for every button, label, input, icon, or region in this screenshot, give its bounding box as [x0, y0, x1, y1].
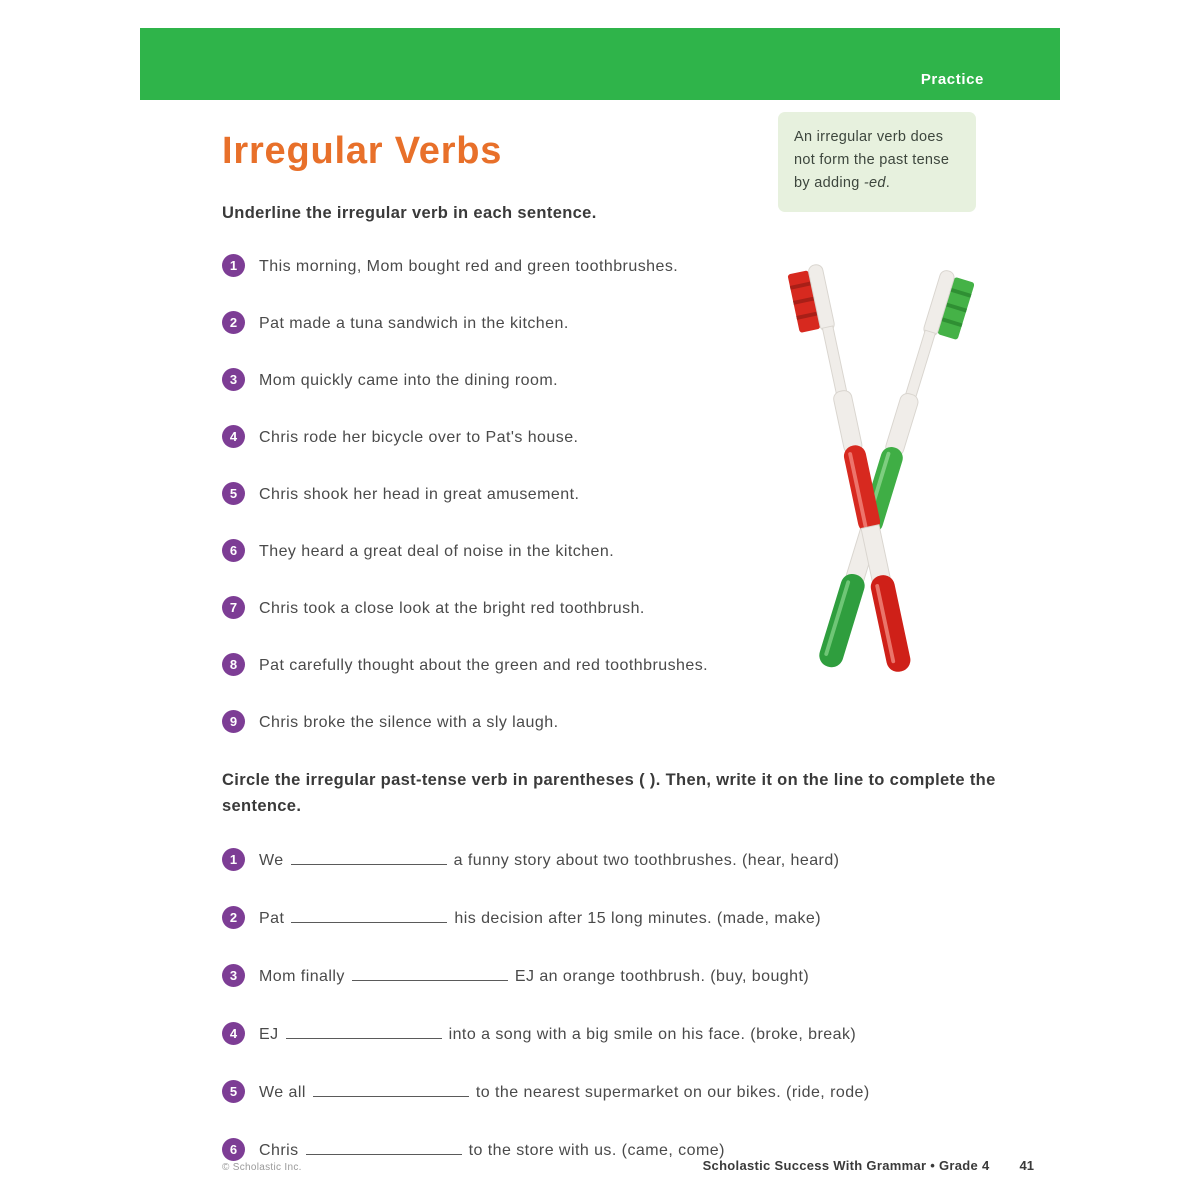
- copyright-text: © Scholastic Inc.: [222, 1162, 302, 1173]
- item-number-badge: 4: [222, 425, 245, 448]
- answer-blank: [352, 966, 508, 981]
- list-item: [222, 710, 782, 735]
- item-number-badge: 1: [222, 848, 245, 871]
- worksheet-content: [140, 0, 1060, 1163]
- sentence-text: Pat made a tuna sandwich in the kitchen.: [259, 315, 569, 333]
- sentence-start: Chris: [259, 1141, 299, 1159]
- sentence-text: This morning, Mom bought red and green toothbrushes.: [259, 258, 679, 276]
- sentence-start: We: [259, 851, 284, 869]
- callout-period: .: [885, 175, 891, 192]
- sentence-start: Pat: [259, 909, 285, 927]
- sentence-text: Pat carefully thought about the green and red toothbrushes.: [259, 657, 709, 675]
- fill-in-exercise-list: [222, 848, 1020, 1163]
- item-number-badge: 7: [222, 596, 245, 619]
- page-title: Irregular Verbs: [222, 130, 503, 172]
- item-number-badge: 1: [222, 254, 245, 277]
- sentence-start: Mom finally: [259, 967, 345, 985]
- sentence-text: They heard a great deal of noise in the kitchen.: [259, 543, 615, 561]
- sentence-end: to the store with us. (came, come): [468, 1141, 725, 1159]
- sentence-end: a funny story about two toothbrushes. (hear, heard): [453, 851, 840, 869]
- sentence-start: We all: [259, 1083, 306, 1101]
- list-item: [222, 425, 782, 450]
- answer-blank: [313, 1082, 469, 1097]
- list-item: [222, 596, 782, 621]
- worksheet-page: [140, 0, 1060, 1200]
- sentence-text: Chris broke the silence with a sly laugh.: [259, 714, 559, 732]
- callout-italic: -ed: [863, 175, 886, 192]
- series-title: Scholastic Success With Grammar • Grade 4: [702, 1158, 990, 1173]
- underline-exercise-list: [222, 254, 1020, 735]
- section1-instruction: Underline the irregular verb in each sentence.: [222, 203, 597, 222]
- list-item: [222, 1022, 982, 1047]
- answer-blank: [291, 850, 447, 865]
- sentence-end: EJ an orange toothbrush. (buy, bought): [514, 967, 810, 985]
- list-item: [222, 848, 982, 873]
- item-number-badge: 2: [222, 311, 245, 334]
- item-number-badge: 3: [222, 964, 245, 987]
- section2-instruction: Circle the irregular past-tense verb in parentheses ( ). Then, write it on the line to complete the sentence.: [222, 771, 996, 816]
- sentence-text: Mom quickly came into the dining room.: [259, 372, 558, 390]
- list-item: [222, 1080, 982, 1105]
- item-number-badge: 6: [222, 1138, 245, 1161]
- page-footer: [140, 1158, 1060, 1173]
- list-item: [222, 964, 982, 989]
- item-number-badge: 5: [222, 482, 245, 505]
- answer-blank: [286, 1024, 442, 1039]
- item-number-badge: 3: [222, 368, 245, 391]
- list-item: [222, 539, 782, 564]
- list-item: [222, 653, 782, 678]
- sentence-start: EJ: [259, 1025, 279, 1043]
- list-item: [222, 906, 982, 931]
- sentence-text: Chris rode her bicycle over to Pat's house.: [259, 429, 579, 447]
- page-number: 41: [1019, 1158, 1034, 1173]
- answer-blank: [291, 908, 447, 923]
- item-number-badge: 4: [222, 1022, 245, 1045]
- item-number-badge: 8: [222, 653, 245, 676]
- list-item: [222, 311, 782, 336]
- sentence-end: his decision after 15 long minutes. (made, make): [454, 909, 822, 927]
- list-item: [222, 482, 782, 507]
- list-item: [222, 368, 782, 393]
- item-number-badge: 6: [222, 539, 245, 562]
- item-number-badge: 5: [222, 1080, 245, 1103]
- answer-blank: [306, 1140, 462, 1155]
- practice-label: Practice: [920, 71, 984, 88]
- callout-text: An irregular verb does not form the past tense by adding: [794, 129, 950, 192]
- item-number-badge: 9: [222, 710, 245, 733]
- sentence-text: Chris shook her head in great amusement.: [259, 486, 580, 504]
- sentence-text: Chris took a close look at the bright red toothbrush.: [259, 600, 645, 618]
- item-number-badge: 2: [222, 906, 245, 929]
- list-item: [222, 254, 782, 279]
- sentence-end: to the nearest supermarket on our bikes. (ride, rode): [475, 1083, 870, 1101]
- sentence-end: into a song with a big smile on his face. (broke, break): [448, 1025, 857, 1043]
